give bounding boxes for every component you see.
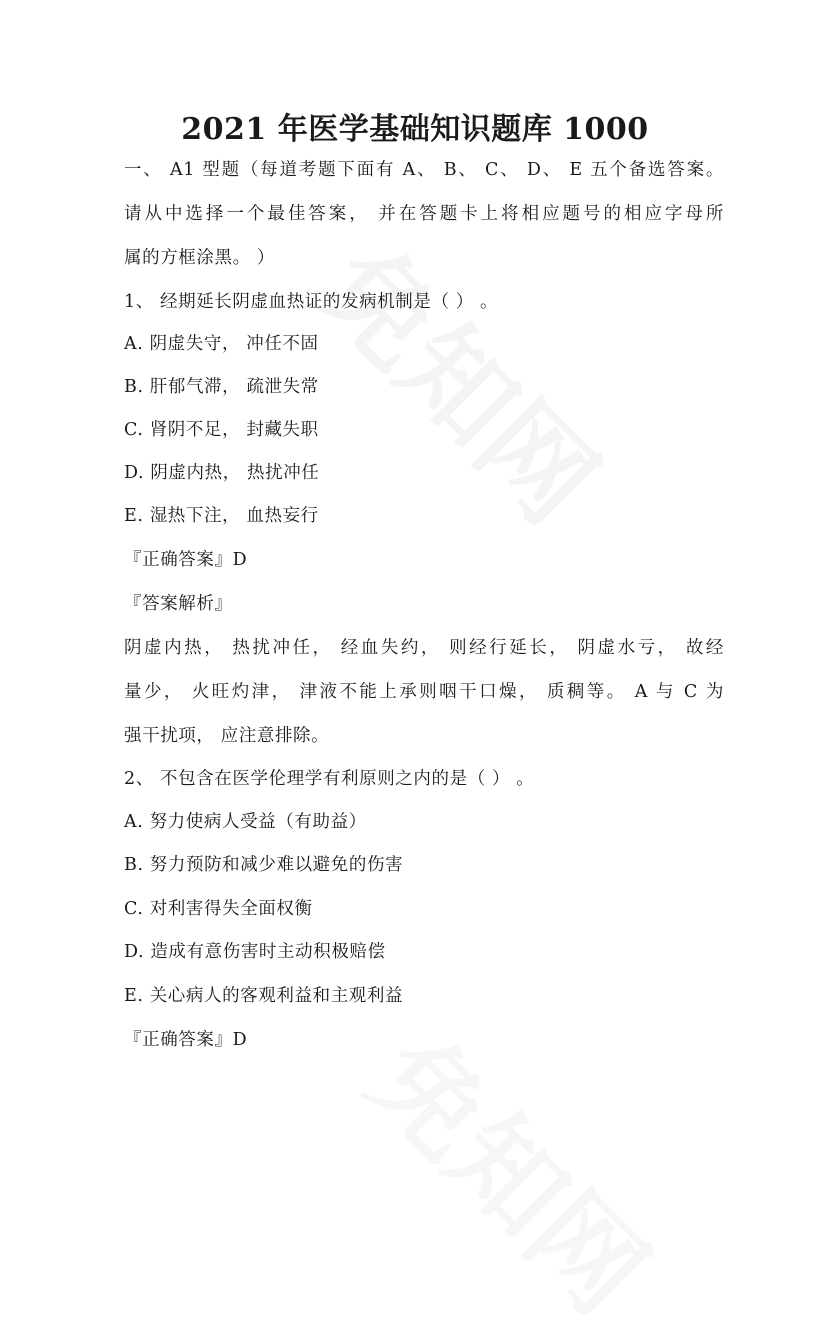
question-1-analysis-line-1: 阴虚内热， 热扰冲任， 经血失约， 则经行延长， 阴虚水亏， 故经 xyxy=(124,638,724,658)
question-1-analysis-label: 『答案解析』 xyxy=(124,594,233,614)
question-2-option-b: B. 努力预防和减少难以避免的伤害 xyxy=(124,855,404,875)
question-2-option-a: A. 努力使病人受益（有助益） xyxy=(124,812,367,832)
question-2-answer: 『正确答案』D xyxy=(124,1030,248,1050)
intro-line-1: 一、 A1 型题（每道考题下面有 A、 B、 C、 D、 E 五个备选答案。 xyxy=(124,160,724,180)
question-2-stem: 2、 不包含在医学伦理学有利原则之内的是（ ） 。 xyxy=(124,769,535,789)
question-1-stem: 1、 经期延长阴虚血热证的发病机制是（ ） 。 xyxy=(124,292,499,312)
question-2-option-c: C. 对利害得失全面权衡 xyxy=(124,899,313,919)
question-2-option-e: E. 关心病人的客观利益和主观利益 xyxy=(124,986,404,1006)
question-1-option-c: C. 肾阴不足， 封藏失职 xyxy=(124,420,319,440)
intro-line-2: 请从中选择一个最佳答案， 并在答题卡上将相应题号的相应字母所 xyxy=(124,204,724,224)
question-1-option-e: E. 湿热下注， 血热妄行 xyxy=(124,506,319,526)
intro-line-3: 属的方框涂黑。 ） xyxy=(124,248,275,268)
question-1-analysis-line-3: 强干扰项， 应注意排除。 xyxy=(124,726,330,746)
question-1-answer: 『正确答案』D xyxy=(124,550,248,570)
question-1-analysis-line-2: 量少， 火旺灼津， 津液不能上承则咽干口燥， 质稠等。 A 与 C 为 xyxy=(124,682,724,702)
page-title: 2021 年医学基础知识题库 1000 xyxy=(181,112,649,147)
question-2-option-d: D. 造成有意伤害时主动积极赔偿 xyxy=(124,942,386,962)
question-1-option-d: D. 阴虚内热， 热扰冲任 xyxy=(124,463,320,483)
question-1-option-b: B. 肝郁气滞， 疏泄失常 xyxy=(124,377,319,397)
question-1-option-a: A. 阴虚失守， 冲任不固 xyxy=(124,334,319,354)
